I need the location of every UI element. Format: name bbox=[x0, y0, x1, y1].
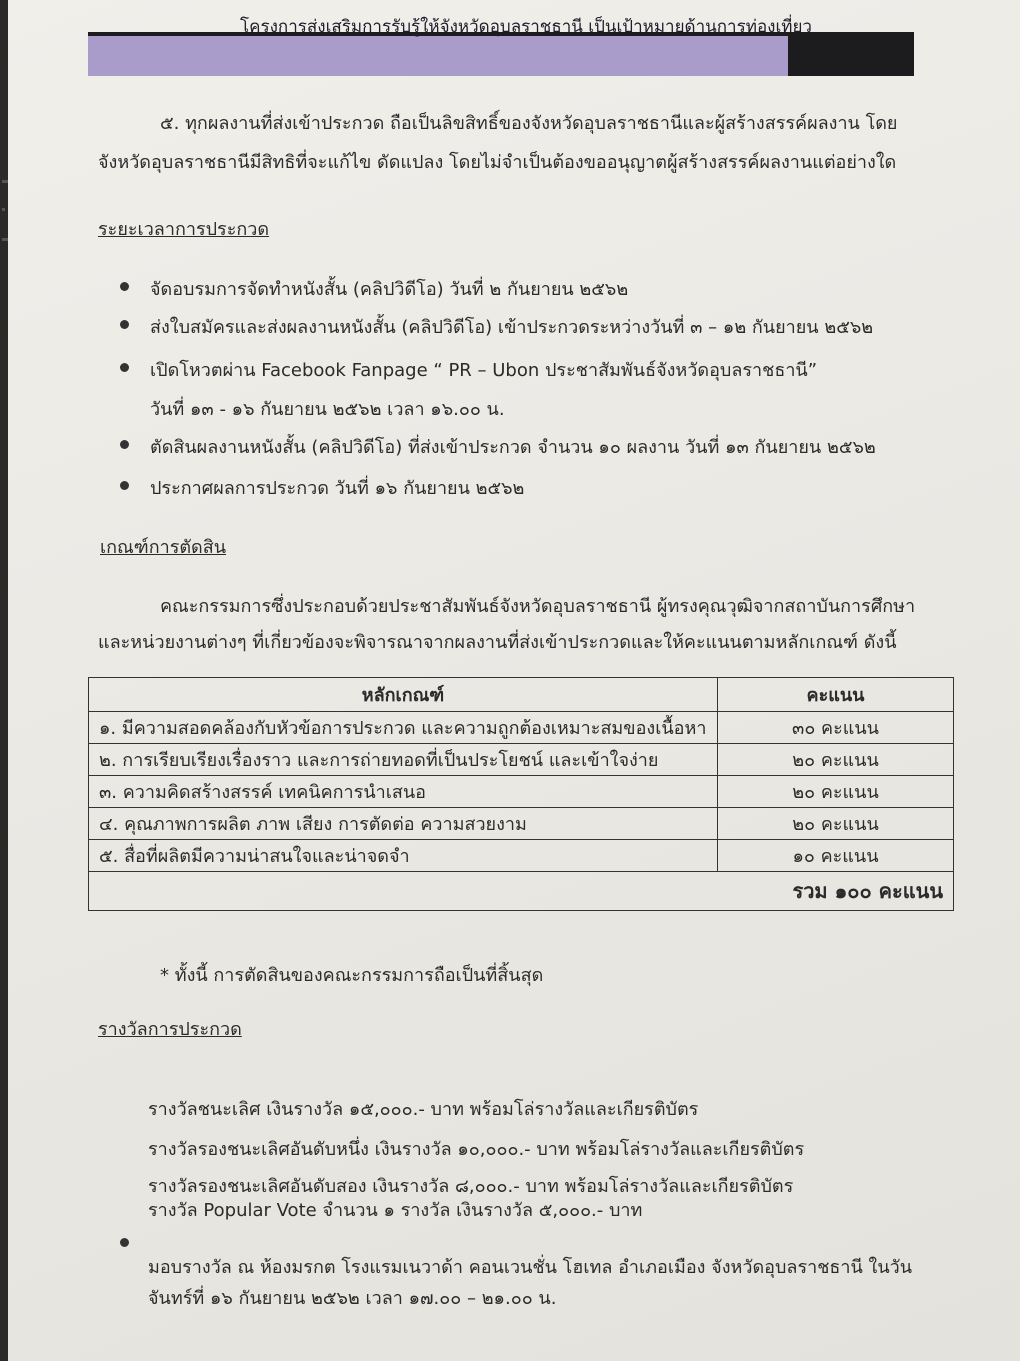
bullet-icon bbox=[120, 282, 129, 291]
criteria-label: ๔. คุณภาพการผลิต ภาพ เสียง การตัดต่อ ความสวยงาม bbox=[89, 808, 718, 840]
bullet-icon bbox=[120, 1238, 129, 1247]
bullet-icon bbox=[120, 320, 129, 329]
header-title: โครงการส่งเสริมการรับรู้ให้จังหวัดอุบลราชธานี เป็นเป้าหมายด้านการท่องเที่ยว bbox=[240, 17, 812, 37]
schedule-item: เปิดโหวตผ่าน Facebook Fanpage “ PR – Ubon ประชาสัมพันธ์จังหวัดอุบลราชธานี” bbox=[150, 360, 818, 381]
schedule-item-continued: วันที่ ๑๓ - ๑๖ กันยายน ๒๕๖๒ เวลา ๑๖.๐๐ น. bbox=[150, 399, 505, 420]
intro-line-2: จังหวัดอุบลราชธานีมีสิทธิที่จะแก้ไข ดัดแปลง โดยไม่จำเป็นต้องขออนุญาตผู้สร้างสรรค์ผลงานแต่อย่างใด bbox=[98, 152, 897, 173]
bullet-icon bbox=[120, 440, 129, 449]
table-total-row bbox=[89, 872, 954, 911]
bullet-icon bbox=[120, 481, 129, 490]
criteria-label: ๕. สื่อที่ผลิตมีความน่าสนใจและน่าจดจำ bbox=[89, 840, 718, 872]
schedule-item: ตัดสินผลงานหนังสั้น (คลิปวิดีโอ) ที่ส่งเข้าประกวด จำนวน ๑๐ ผลงาน วันที่ ๑๓ กันยายน ๒๕๖๒ bbox=[150, 437, 876, 458]
edge-mark bbox=[2, 238, 8, 241]
schedule-item: ส่งใบสมัครและส่งผลงานหนังสั้น (คลิปวิดีโอ) เข้าประกวดระหว่างวันที่ ๓ – ๑๒ กันยายน ๒๕๖๒ bbox=[150, 317, 874, 338]
prize-line: รางวัลรองชนะเลิศอันดับสอง เงินรางวัล ๘,๐๐๐.- บาท พร้อมโล่รางวัลและเกียรติบัตร bbox=[148, 1176, 794, 1197]
criteria-paragraph-1: คณะกรรมการซึ่งประกอบด้วยประชาสัมพันธ์จังหวัดอุบลราชธานี ผู้ทรงคุณวุฒิจากสถาบันการศึกษา bbox=[160, 596, 916, 617]
criteria-score: ๑๐ คะแนน bbox=[718, 840, 954, 872]
criteria-label: ๑. มีความสอดคล้องกับหัวข้อการประกวด และความถูกต้องเหมาะสมของเนื้อหา bbox=[89, 712, 718, 744]
bullet-icon bbox=[120, 363, 129, 372]
schedule-heading: ระยะเวลาการประกวด bbox=[98, 219, 270, 240]
criteria-label: ๒. การเรียบเรียงเรื่องราว และการถ่ายทอดที่เป็นประโยชน์ และเข้าใจง่าย bbox=[89, 744, 718, 776]
intro-line-1: ๕. ทุกผลงานที่ส่งเข้าประกวด ถือเป็นลิขสิทธิ์ของจังหวัดอุบลราชธานีและผู้สร้างสรรค์ผลงาน โดย bbox=[160, 113, 898, 134]
table-row bbox=[89, 744, 954, 776]
criteria-heading: เกณฑ์การตัดสิน bbox=[100, 537, 227, 558]
table-row bbox=[89, 776, 954, 808]
criteria-label: ๓. ความคิดสร้างสรรค์ เทคนิคการนำเสนอ bbox=[89, 776, 718, 808]
table-row bbox=[89, 840, 954, 872]
column-header-score: คะแนน bbox=[718, 678, 954, 712]
schedule-item: จัดอบรมการจัดทำหนังสั้น (คลิปวิดีโอ) วันที่ ๒ กันยายน ๒๕๖๒ bbox=[150, 279, 629, 300]
prize-line: รางวัลรองชนะเลิศอันดับหนึ่ง เงินรางวัล ๑๐,๐๐๐.- บาท พร้อมโล่รางวัลและเกียรติบัตร bbox=[148, 1139, 805, 1160]
judging-note: * ทั้งนี้ การตัดสินของคณะกรรมการถือเป็นที่สิ้นสุด bbox=[160, 965, 544, 986]
criteria-paragraph-2: และหน่วยงานต่างๆ ที่เกี่ยวข้องจะพิจารณาจากผลงานที่ส่งเข้าประกวดและให้คะแนนตามหลักเกณฑ์ ดังนี้ bbox=[98, 632, 897, 653]
criteria-total: รวม ๑๐๐ คะแนน bbox=[89, 872, 954, 911]
header-highlight bbox=[88, 36, 788, 76]
edge-mark bbox=[2, 208, 5, 211]
criteria-score: ๒๐ คะแนน bbox=[718, 744, 954, 776]
column-header-criteria: หลักเกณฑ์ bbox=[89, 678, 718, 712]
award-ceremony-line-2: จันทร์ที่ ๑๖ กันยายน ๒๕๖๒ เวลา ๑๗.๐๐ – ๒๑.๐๐ น. bbox=[148, 1288, 557, 1309]
table-row bbox=[89, 712, 954, 744]
edge-mark bbox=[2, 180, 8, 183]
table-header-row bbox=[89, 678, 954, 712]
schedule-item: ประกาศผลการประกวด วันที่ ๑๖ กันยายน ๒๕๖๒ bbox=[150, 478, 525, 499]
criteria-score: ๒๐ คะแนน bbox=[718, 808, 954, 840]
criteria-table bbox=[88, 677, 954, 911]
award-ceremony-line-1: มอบรางวัล ณ ห้องมรกต โรงแรมเนวาด้า คอนเวนชั่น โฮเทล อำเภอเมือง จังหวัดอุบลราชธานี ในวัน bbox=[148, 1257, 913, 1278]
prize-line: รางวัลชนะเลิศ เงินรางวัล ๑๕,๐๐๐.- บาท พร้อมโล่รางวัลและเกียรติบัตร bbox=[148, 1099, 699, 1120]
table-row bbox=[89, 808, 954, 840]
prizes-heading: รางวัลการประกวด bbox=[98, 1019, 242, 1040]
criteria-score: ๓๐ คะแนน bbox=[718, 712, 954, 744]
prize-line: รางวัล Popular Vote จำนวน ๑ รางวัล เงินรางวัล ๕,๐๐๐.- บาท bbox=[148, 1200, 643, 1221]
criteria-score: ๒๐ คะแนน bbox=[718, 776, 954, 808]
